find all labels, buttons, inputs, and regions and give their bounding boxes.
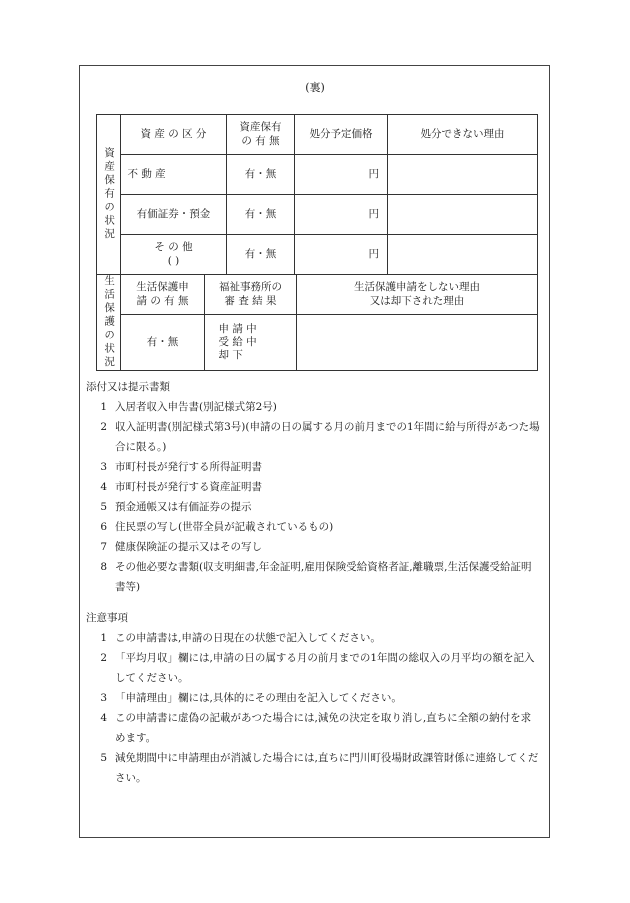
- list-item: 5 預金通帳又は有価証券の提示: [100, 501, 252, 513]
- list-item: 4 この申請書に虚偽の記載があつた場合には,減免の決定を取り消し,直ちに全額の納付を求めます。: [100, 712, 532, 744]
- list-item: 2 「平均月収」欄には,申請の日の属する月の前月までの1年間の総収入の月平均の額を記入してください。: [100, 652, 535, 684]
- list-item: 8 その他必要な書類(収支明細書,年金証明,雇用保険受給資格者証,離職票,生活保護受給証明書等): [100, 561, 532, 593]
- asset-kind-securities: 有価証券・預金: [121, 195, 227, 235]
- col-cannot-dispose-reason: 処分できない理由: [388, 115, 538, 155]
- reason-field[interactable]: [388, 195, 538, 235]
- col-asset-has: 資産保有 の 有 無: [227, 115, 295, 155]
- list-item: 2 収入証明書(別記様式第3号)(申請の日の属する月の前月までの1年間に給与所得があつた場合に限る。): [100, 421, 540, 453]
- col-asset-kind: 資 産 の 区 分: [121, 115, 227, 155]
- list-item: 4 市町村長が発行する資産証明書: [100, 481, 262, 493]
- col-welfare-reason: 生活保護申請をしない理由 又は却下された理由: [297, 275, 538, 315]
- notes-heading: 注意事項: [86, 612, 128, 624]
- welfare-reason-field[interactable]: [297, 315, 538, 370]
- asset-kind-realestate: 不 動 産: [121, 155, 227, 195]
- page-title: (裏): [305, 81, 325, 94]
- list-item: 6 住民票の写し(世帯全員が記載されているもの): [100, 521, 334, 533]
- attachments-section: [86, 377, 546, 597]
- list-item: 3 「申請理由」欄には,具体的にその理由を記入してください。: [100, 692, 402, 704]
- asset-has-field[interactable]: 有・無: [227, 195, 295, 235]
- col-planned-price: 処分予定価格: [295, 115, 388, 155]
- welfare-table: [96, 274, 538, 371]
- list-item: 1 入居者収入申告書(別記様式第2号): [100, 401, 277, 413]
- list-item: 7 健康保険証の提示又はその写し: [100, 541, 262, 553]
- welfare-side-label: 生活保護の状況: [97, 275, 121, 371]
- col-welfare-apply: 生活保護申 請 の 有 無: [121, 275, 205, 315]
- welfare-status-field[interactable]: 申 請 中 受 給 中 却 下: [205, 315, 297, 370]
- attachments-heading: 添付又は提示書類: [86, 381, 170, 393]
- list-item: 1 この申請書は,申請の日現在の状態で記入してください。: [100, 632, 381, 644]
- asset-kind-other: そ の 他 ( ): [121, 235, 227, 275]
- asset-table: [96, 114, 538, 275]
- asset-has-field[interactable]: 有・無: [227, 155, 295, 195]
- price-field[interactable]: 円: [295, 235, 388, 275]
- reason-field[interactable]: [388, 155, 538, 195]
- welfare-has-field[interactable]: 有・無: [121, 315, 205, 370]
- asset-side-label: 資産保有の状況: [97, 115, 121, 275]
- price-field[interactable]: 円: [295, 155, 388, 195]
- list-item: 3 市町村長が発行する所得証明書: [100, 461, 262, 473]
- price-field[interactable]: 円: [295, 195, 388, 235]
- reason-field[interactable]: [388, 235, 538, 275]
- col-welfare-review: 福祉事務所の 審 査 結 果: [205, 275, 297, 315]
- notes-section: [86, 608, 546, 788]
- list-item: 5 減免期間中に申請理由が消滅した場合には,直ちに門川町役場財政課管財係に連絡してください。: [100, 752, 539, 784]
- asset-has-field[interactable]: 有・無: [227, 235, 295, 275]
